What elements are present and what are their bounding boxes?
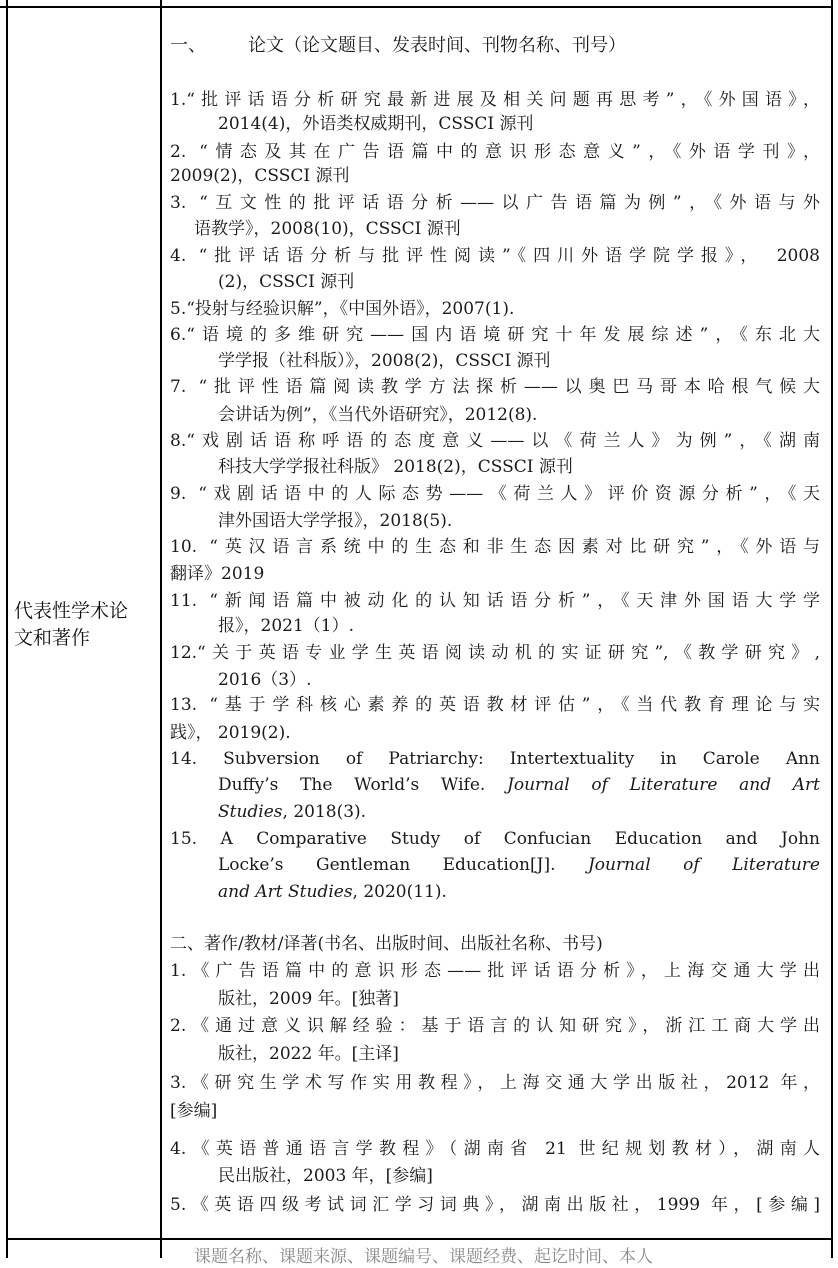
section1-heading-num: 一、: [170, 35, 206, 56]
paper-14: 14. Subversion of Patriarchy: Intertextuality in Carole Ann: [170, 749, 820, 769]
table-top-border: [6, 6, 833, 8]
page-corner-mark-left: [0, 6, 8, 8]
paper-11-cont: 报》，2021（1）.: [218, 616, 354, 636]
paper-7: 7. “批评性语篇阅读教学方法探析——以奥巴马哥本哈根气候大: [170, 377, 820, 397]
book-4: 4.《英语普通语言学教程》（湖南省 21 世纪规划教材），湖南人: [170, 1139, 820, 1159]
paper-15: 15. A Comparative Study of Confucian Education and John: [170, 829, 820, 849]
paper-15-cont: [218, 854, 820, 876]
paper-8-cont: 科技大学学报社科版》 2018(2)，CSSCI 源刊: [218, 457, 573, 477]
section2-heading: 二、著作/教材/译著(书名、出版时间、出版社名称、书号): [170, 934, 603, 954]
book-4-cont: 民出版社，2003 年，[参编]: [218, 1166, 433, 1186]
paper-11: 11. “新闻语篇中被动化的认知话语分析”，《天津外国语大学学: [170, 591, 820, 611]
section1-heading-text: 论文（论文题目、发表时间、刊物名称、刊号）: [248, 35, 626, 56]
paper-7-cont: 会讲话为例”，《当代外语研究》，2012(8).: [218, 405, 538, 425]
book-2: 2.《通过意义识解经验：基于语言的认知研究》，浙江工商大学出: [170, 1016, 820, 1036]
table-right-border: [831, 0, 833, 1258]
book-3: 3.《研究生学术写作实用教程》，上海交通大学出版社，2012 年，: [170, 1073, 820, 1093]
section1-heading: [170, 35, 626, 57]
paper-12: 12.“关于英语专业学生英语阅读动机的实证研究”,《教学研究》,: [170, 643, 820, 663]
paper-15-title-end: Locke’s Gentleman Education[J].: [218, 855, 556, 875]
paper-2-cont: 2009(2)，CSSCI 源刊: [170, 166, 350, 186]
paper-10-cont: 翻译》2019: [170, 564, 265, 584]
paper-13: 13. “基于学科核心素养的英语教材评估”，《当代教育理论与实: [170, 695, 820, 715]
book-1-cont: 版社，2009 年。[独著]: [218, 989, 399, 1009]
paper-15-cont2: [218, 881, 447, 903]
next-row-fragment: 课题名称、课题来源、课题编号、课题经费、起讫时间、本人: [194, 1247, 653, 1267]
row-label-line1: 代表性学术论: [14, 600, 129, 622]
book-1: 1.《广告语篇中的意识形态——批评话语分析》，上海交通大学出: [170, 961, 820, 981]
row-label: [14, 598, 154, 652]
paper-12-cont: 2016（3）.: [218, 670, 312, 690]
paper-1: 1.“批评话语分析研究最新进展及相关问题再思考”，《外国语》，: [170, 90, 820, 110]
paper-3-cont: 语教学》，2008(10)，CSSCI 源刊: [194, 219, 461, 239]
paper-5: 5.“投射与经验识解”，《中国外语》，2007(1).: [170, 299, 515, 319]
paper-4-cont: (2)，CSSCI 源刊: [218, 272, 355, 292]
paper-3: 3. “互文性的批评话语分析——以广告语篇为例”，《外语与外: [170, 193, 820, 213]
table-left-border: [6, 0, 8, 1258]
paper-14-cont2: [218, 801, 366, 823]
paper-8: 8.“戏剧话语称呼语的态度意义——以《荷兰人》为例”，《湖南: [170, 431, 820, 451]
paper-6: 6.“语境的多维研究——国内语境研究十年发展综述”，《东北大: [170, 325, 820, 345]
paper-14-journal: Journal of Literature and Art: [507, 775, 821, 795]
paper-10: 10. “英汉语言系统中的生态和非生态因素对比研究”，《外语与: [170, 537, 820, 557]
book-3-cont: [参编]: [170, 1101, 218, 1121]
table-row-divider: [6, 1238, 833, 1240]
paper-14-title-end: Duffy’s The World’s Wife.: [218, 775, 486, 795]
paper-6-cont: 学学报（社科版）》，2008(2)，CSSCI 源刊: [218, 351, 551, 371]
paper-13-cont: 践》， 2019(2).: [170, 723, 291, 743]
row-label-line2: 文和著作: [14, 627, 91, 649]
page-corner-mark-right: [831, 0, 833, 8]
paper-15-journal: Journal of Literature: [587, 855, 820, 875]
paper-9: 9. “戏剧话语中的人际态势——《荷兰人》评价资源分析”，《天: [170, 484, 820, 504]
paper-14-cont: [218, 774, 820, 796]
paper-9-cont: 津外国语大学学报》，2018(5).: [218, 511, 453, 531]
paper-15-issue: , 2020(11).: [352, 882, 447, 902]
paper-2: 2. “情态及其在广告语篇中的意识形态意义”，《外语学刊》，: [170, 142, 820, 162]
paper-15-journal-end: and Art Studies: [218, 882, 353, 902]
paper-4: 4. “批评话语分析与批评性阅读”《四川外语学院学报》， 2008: [170, 246, 820, 266]
paper-1-cont: 2014(4)，外语类权威期刊，CSSCI 源刊: [218, 114, 534, 134]
book-5: 5.《英语四级考试词汇学习词典》，湖南出版社，1999 年，[参编]: [170, 1195, 820, 1215]
paper-14-journal-end: Studies: [218, 802, 283, 822]
book-2-cont: 版社，2022 年。[主译]: [218, 1044, 399, 1064]
paper-14-issue: , 2018(3).: [282, 802, 367, 822]
table-column-divider: [160, 0, 162, 1258]
